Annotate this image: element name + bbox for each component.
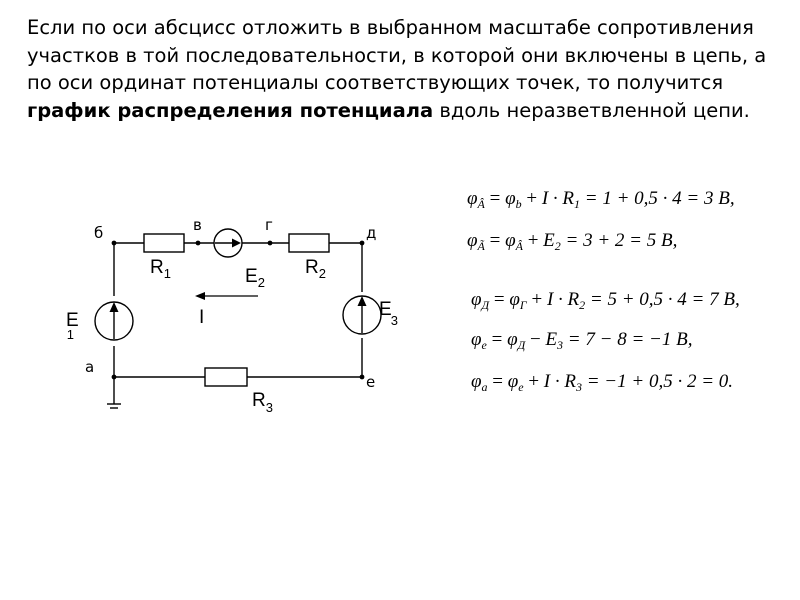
eq5-lhs-sub: a — [481, 380, 488, 394]
eq4-rest: = 7 − 8 = −1 B, — [563, 329, 693, 350]
paragraph-text-1: Если по оси абсцисс отложить в выбранном масштабе сопротивления участков в той последовательности, в которой они включены в цепь, а по оси ординат потенциалы соответствующих точек, то получится — [27, 16, 767, 94]
eq4-lhs-sub: e — [481, 338, 487, 352]
eq5-term-sub: e — [518, 380, 524, 394]
source-e1-icon — [95, 302, 133, 340]
eq1-phi: φ — [467, 188, 478, 209]
label-r3: $R_3$ — [252, 390, 273, 415]
eq5-phi: φ — [471, 371, 482, 392]
equation-4: $\varphi_e = \varphi_Д - E_3 = 7 - 8 = -1$ B, — [471, 329, 693, 352]
ground-icon — [107, 404, 121, 408]
junction-dot-v — [196, 241, 201, 246]
node-label-v: в — [193, 216, 202, 234]
eq4-var: E — [545, 329, 558, 350]
eq5-rest: = −1 + 0,5 · 2 = 0. — [581, 371, 734, 392]
eq1-op: + — [526, 188, 538, 209]
eq2-term-sub: Â — [515, 239, 523, 253]
eq2-rest: = 3 + 2 = 5 B, — [560, 230, 678, 251]
eq3-term: φ — [509, 289, 520, 310]
equation-5: $\varphi_a = \varphi_e + I \cdot R_3 = -1 + 0,5 \cdot 2 = 0$. — [471, 371, 734, 394]
eq4-term-sub: Д — [517, 338, 526, 352]
eq4-op: − — [529, 329, 541, 350]
node-label-g: г — [265, 216, 273, 234]
node-label-b: б — [94, 224, 104, 242]
source-e3-icon — [343, 296, 381, 334]
paragraph-text-2: вдоль неразветвленной цепи. — [433, 98, 750, 122]
resistor-r2 — [289, 234, 329, 252]
eq3-var-sub: 2 — [579, 298, 586, 312]
junction-dot-b — [112, 241, 117, 246]
eq5-op: + — [528, 371, 540, 392]
paragraph-bold-term: график распределения потенциала — [27, 98, 434, 122]
junction-dot-a — [112, 375, 117, 380]
eq2-phi: φ — [467, 230, 478, 251]
equation-2: $\varphi_Ã = \varphi_Â + E_2 = 3 + 2 = 5$ B, — [467, 230, 678, 253]
junction-dot-g — [268, 241, 273, 246]
eq1-term: φ — [505, 188, 516, 209]
eq3-op: + — [531, 289, 543, 310]
eq1-var: I · R — [541, 188, 574, 209]
eq1-var-sub: 1 — [574, 197, 580, 211]
label-e3: E3 — [379, 299, 398, 328]
current-arrow-icon — [195, 292, 258, 300]
label-current-i: I — [199, 307, 205, 328]
eq3-lhs-sub: Д — [481, 298, 490, 312]
node-label-d: д — [366, 224, 377, 242]
label-r2: $R_2$ — [305, 257, 326, 281]
junction-dot-e — [360, 375, 365, 380]
eq3-rest: = 5 + 0,5 · 4 = 7 B, — [585, 289, 740, 310]
eq5-var: I · R — [543, 371, 576, 392]
eq2-var: E — [543, 230, 555, 251]
eq1-lhs-sub: Â — [477, 197, 485, 211]
eq1-term-sub: b — [515, 197, 522, 211]
eq2-var-sub: 2 — [554, 239, 561, 253]
label-e2: $E_2$ — [245, 266, 265, 290]
eq3-var: I · R — [546, 289, 580, 310]
equation-1: $\varphi_Â = \varphi_b + I \cdot R_1 = 1 + 0,5 \cdot 4 = 3$ B, — [467, 188, 735, 211]
label-r1: $R_1$ — [150, 257, 171, 281]
equation-3: $\varphi_Д = \varphi_Г + I \cdot R_2 = 5 + 0,5 \cdot 4 = 7$ B, — [471, 289, 740, 312]
junction-dot-d — [360, 241, 365, 246]
eq5-term: φ — [507, 371, 519, 392]
eq4-term: φ — [507, 329, 518, 350]
eq5-var-sub: 3 — [575, 380, 582, 394]
label-e1: E 1 — [66, 310, 79, 342]
eq2-op: + — [527, 230, 539, 251]
eq2-lhs-sub: Ã — [477, 239, 485, 253]
eq3-term-sub: Г — [519, 298, 527, 312]
eq4-phi: φ — [471, 329, 482, 350]
eq1-rest: = 1 + 0,5 · 4 = 3 B, — [580, 188, 735, 209]
resistor-r3 — [205, 368, 247, 386]
node-label-e: е — [366, 373, 376, 391]
node-label-a: а — [85, 358, 95, 376]
eq2-term: φ — [505, 230, 516, 251]
source-e2-icon — [214, 229, 242, 257]
eq3-phi: φ — [471, 289, 482, 310]
resistor-r1 — [144, 234, 184, 252]
eq4-var-sub: 3 — [557, 338, 564, 352]
